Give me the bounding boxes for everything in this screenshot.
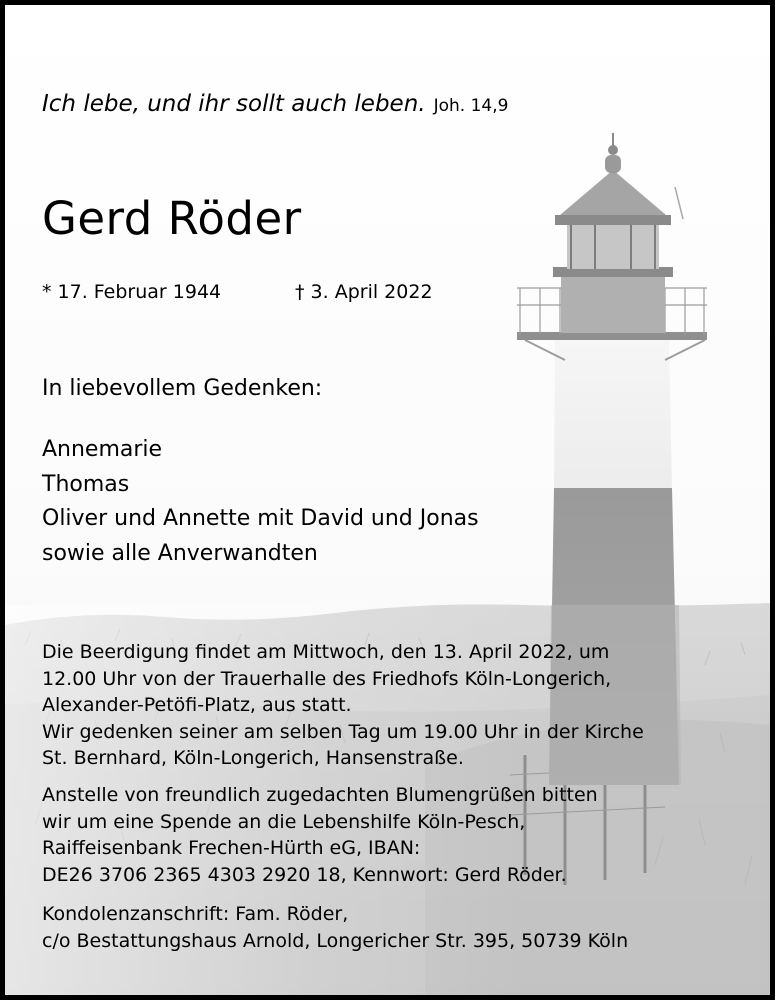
mourners-list <box>42 433 479 571</box>
memorial-heading: In liebevollem Gedenken: <box>42 376 323 401</box>
funeral-line: St. Bernhard, Köln-Longerich, Hansenstraße. <box>42 747 464 769</box>
condolence-line: Kondolenzanschrift: Fam. Röder, <box>42 903 349 925</box>
verse-text: Ich lebe, und ihr sollt auch leben. <box>42 91 426 117</box>
bible-verse <box>42 91 508 117</box>
death-date: † 3. April 2022 <box>295 281 433 303</box>
funeral-line: Alexander-Petöfi-Platz, aus statt. <box>42 694 352 716</box>
funeral-line: Die Beerdigung findet am Mittwoch, den 13. April 2022, um <box>42 641 610 663</box>
donation-line: Anstelle von freundlich zugedachten Blumengrüßen bitten <box>42 784 598 806</box>
verse-reference: Joh. 14,9 <box>433 96 509 116</box>
donation-info <box>42 782 598 888</box>
deceased-name: Gerd Röder <box>42 192 302 245</box>
donation-line: wir um eine Spende an die Lebenshilfe Köln-Pesch, <box>42 810 526 833</box>
condolence-line: c/o Bestattungshaus Arnold, Longericher Str. 395, 50739 Köln <box>42 929 629 952</box>
donation-line: DE26 3706 2365 4303 2920 18, Kennwort: Gerd Röder. <box>42 863 567 886</box>
mourner-line: sowie alle Anverwandten <box>42 540 318 566</box>
mourner-line: Oliver und Annette mit David und Jonas <box>42 506 479 531</box>
funeral-line: 12.00 Uhr von der Trauerhalle des Friedhofs Köln-Longerich, <box>42 667 612 690</box>
funeral-line: Wir gedenken seiner am selben Tag um 19.00 Uhr in der Kirche <box>42 720 644 743</box>
funeral-info <box>42 639 644 772</box>
donation-line: Raiffeisenbank Frechen-Hürth eG, IBAN: <box>42 837 421 859</box>
condolence-address <box>42 901 628 954</box>
mourner-line: Thomas <box>42 471 130 497</box>
birth-date: * 17. Februar 1944 <box>42 281 222 303</box>
mourner-line: Annemarie <box>42 437 163 462</box>
